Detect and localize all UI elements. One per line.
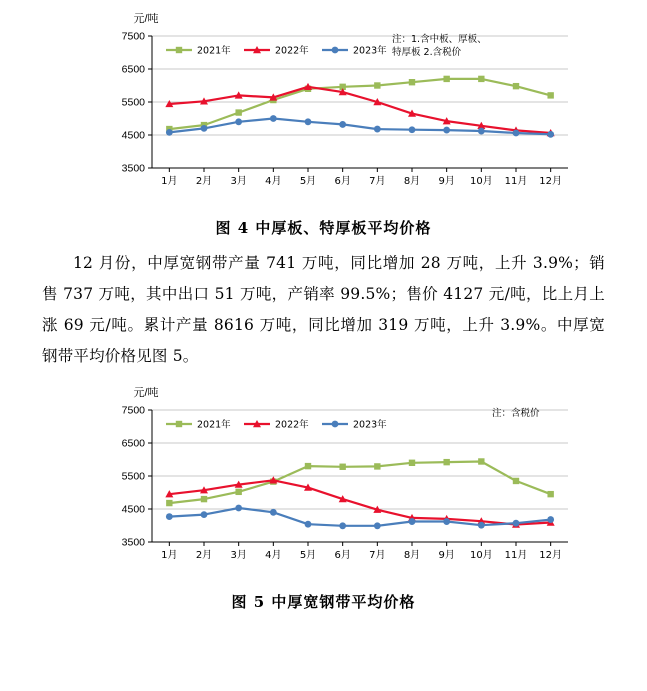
x-tick-label: 9月 [437,176,455,187]
data-point-marker [235,505,242,512]
data-point-marker [547,131,554,138]
legend-item [166,419,231,431]
figure-4-caption: 图 4 中厚板、特厚板平均价格 [215,219,432,237]
data-point-marker [165,129,172,136]
chart-figure-5 [44,382,604,587]
legend-label: 2021年 [196,45,231,57]
x-tick-label: 5月 [299,176,316,187]
data-point-marker [339,522,346,529]
data-point-marker [374,82,380,88]
x-tick-label: 7月 [368,550,386,561]
y-tick-label: 7500 [121,30,145,43]
y-tick-label: 6500 [121,63,145,76]
data-point-marker [443,76,449,82]
x-tick-label: 8月 [403,176,420,187]
y-tick-label: 3500 [121,536,145,549]
x-tick-label: 3月 [229,550,247,561]
legend-item [244,45,309,57]
y-tick-label: 3500 [121,162,145,175]
data-point-marker [512,520,519,527]
legend-label: 2021年 [196,419,231,431]
data-point-marker [166,500,172,506]
x-tick-label: 10月 [469,550,493,561]
data-point-marker [408,79,414,85]
legend-item [322,45,387,57]
data-point-marker [477,128,484,135]
legend-marker-icon [175,47,181,53]
x-tick-label: 11月 [504,550,527,561]
legend-marker-icon [331,47,338,54]
data-point-marker [200,125,207,132]
data-point-marker [477,522,484,529]
x-tick-label: 3月 [229,176,247,187]
x-tick-label: 2月 [195,550,212,561]
x-tick-label: 6月 [333,176,351,187]
body-paragraph: 12 月份，中厚宽钢带产量 741 万吨，同比增加 28 万吨，上升 3.9%；销售 737 万吨，其中出口 51 万吨，产销率 99.5%；售价 4127 元/吨，比上月上涨 69 元/吨。累计产量 8616 万吨，同比增加 319 万吨，上升 3.9%。中厚宽钢带平均价格见图 5。 [42,254,605,365]
x-tick-label: 11月 [504,176,527,187]
figure-5-block [0,372,647,612]
data-point-marker [408,126,415,133]
data-point-marker [235,109,241,115]
figure-4-block [0,0,647,238]
figure-5-caption: 图 5 中厚宽钢带平均价格 [231,593,416,611]
data-point-marker [512,83,518,89]
data-point-marker [374,463,380,469]
data-point-marker [269,115,276,122]
x-tick-label: 2月 [195,176,212,187]
chart-note: 特厚板 2.含税价 [391,47,461,58]
legend-marker-icon [175,421,181,427]
legend-label: 2023年 [352,45,387,57]
data-point-marker [443,459,449,465]
x-tick-label: 8月 [403,550,420,561]
series-line [169,480,550,524]
y-tick-label: 7500 [121,404,145,417]
data-point-marker [547,92,553,98]
data-point-marker [478,76,484,82]
series-line [169,462,550,504]
data-point-marker [512,130,519,137]
series-line [169,79,550,129]
x-tick-label: 9月 [437,550,455,561]
y-tick-label: 4500 [121,129,145,142]
data-point-marker [478,458,484,464]
data-point-marker [408,518,415,525]
data-point-marker [200,496,206,502]
legend-marker-icon [331,421,338,428]
data-point-marker [373,522,380,529]
legend-label: 2023年 [352,419,387,431]
chart-figure-4 [44,8,604,213]
x-tick-label: 12月 [538,176,562,187]
data-point-marker [269,509,276,516]
y-tick-label: 4500 [121,503,145,516]
legend-label: 2022年 [274,45,309,57]
y-tick-label: 5500 [121,96,145,109]
x-tick-label: 12月 [538,550,562,561]
y-axis-unit-label-fig4: 元/吨 [133,13,159,25]
x-tick-label: 1月 [160,176,178,187]
legend-item [166,45,231,57]
x-tick-label: 6月 [333,550,351,561]
x-tick-label: 5月 [299,550,316,561]
legend-item [244,419,309,431]
y-tick-label: 6500 [121,437,145,450]
data-point-marker [373,126,380,133]
x-tick-label: 10月 [469,176,493,187]
x-tick-label: 1月 [160,550,178,561]
data-point-marker [547,491,553,497]
data-point-marker [235,489,241,495]
legend-item [322,419,387,431]
data-point-marker [339,121,346,128]
data-point-marker [235,118,242,125]
data-point-marker [443,127,450,134]
x-tick-label: 4月 [264,176,282,187]
x-tick-label: 7月 [368,176,386,187]
data-point-marker [304,463,310,469]
chart-note: 注：1.含中板、厚板、 [391,34,487,45]
data-point-marker [165,513,172,520]
data-point-marker [200,511,207,518]
data-point-marker [304,118,311,125]
data-point-marker [443,518,450,525]
x-tick-label: 4月 [264,550,282,561]
y-axis-unit-label-fig5: 元/吨 [133,387,159,399]
y-tick-label: 5500 [121,470,145,483]
data-point-marker [512,478,518,484]
data-point-marker [339,464,345,470]
data-point-marker [304,521,311,528]
chart-note: 注：含税价 [491,408,540,419]
data-point-marker [547,516,554,523]
chart-canvas-fig4 [44,8,604,213]
chart-canvas-fig5 [44,382,604,587]
data-point-marker [408,460,414,466]
legend-label: 2022年 [274,419,309,431]
